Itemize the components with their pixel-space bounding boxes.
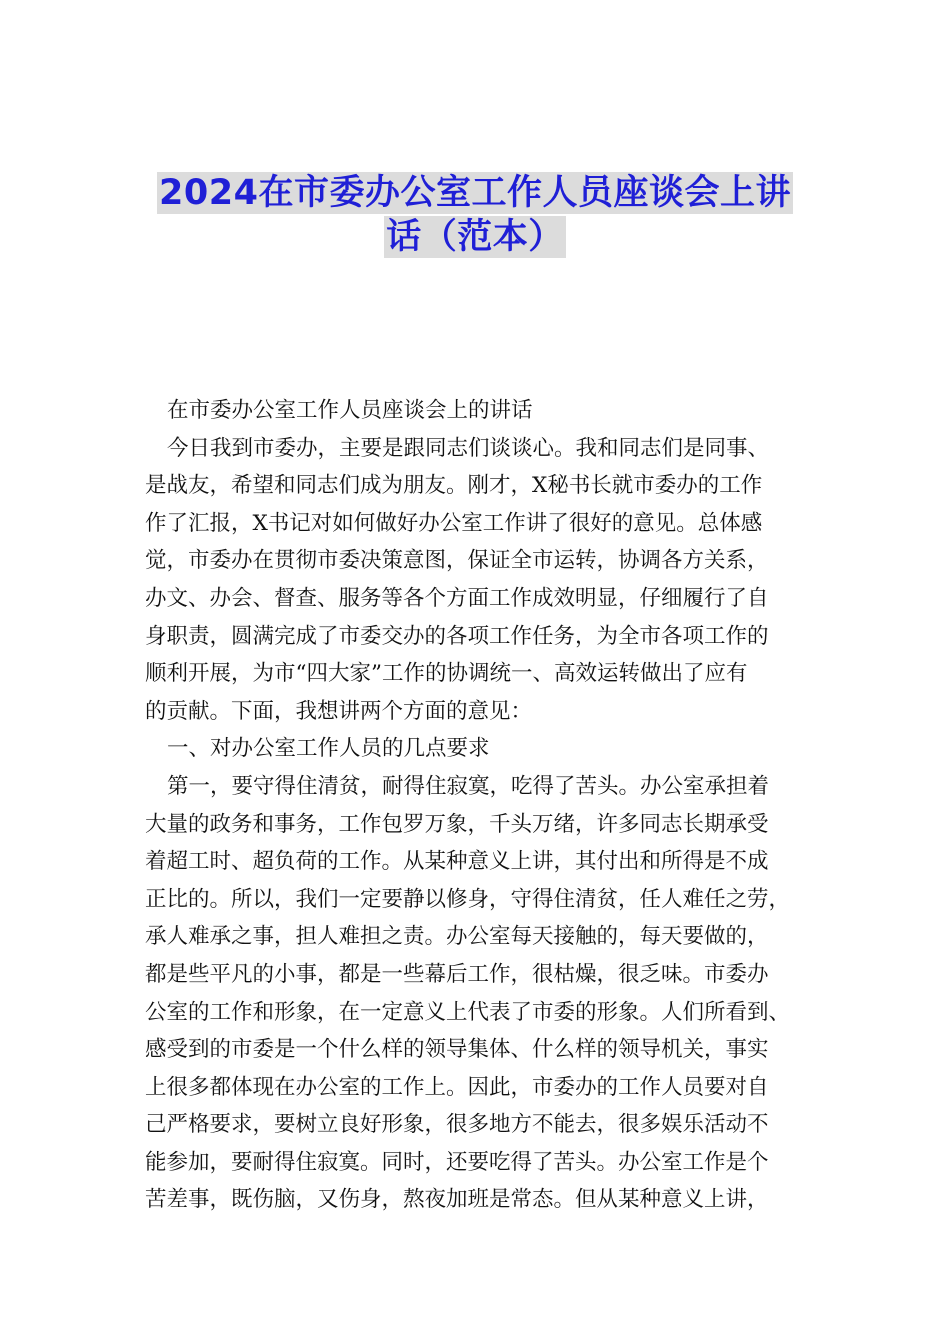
paragraph-line: 己严格要求，要树立良好形象，很多地方不能去，很多娱乐活动不 [145,1112,769,1138]
paragraph-line: 顺利开展，为市“四大家”工作的协调统一、高效运转做出了应有 [145,661,748,687]
paragraph-line: 都是些平凡的小事，都是一些幕后工作，很枯燥，很乏味。市委办 [145,961,769,987]
paragraph-line: 觉，市委办在贯彻市委决策意图，保证全市运转，协调各方关系， [145,548,769,574]
paragraph-line: 身职责，圆满完成了市委交办的各项工作任务，为全市各项工作的 [145,623,769,649]
paragraph-line: 能参加，要耐得住寂寞。同时，还要吃得了苦头。办公室工作是个 [145,1149,769,1175]
title-line-2: 话（范本） [386,217,564,257]
paragraph-line: 第一，要守得住清贫，耐得住寂寞，吃得了苦头。办公室承担着 [167,773,770,799]
paragraph-line: 的贡献。下面，我想讲两个方面的意见： [145,698,533,724]
paragraph-line: 着超工时、超负荷的工作。从某种意义上讲，其付出和所得是不成 [145,849,769,875]
paragraph-line: 感受到的市委是一个什么样的领导集体、什么样的领导机关，事实 [145,1037,769,1063]
paragraph-line: 上很多都体现在办公室的工作上。因此，市委办的工作人员要对自 [145,1074,769,1100]
document-body [145,392,815,1219]
paragraph-line: 承人难承之事，担人难担之责。办公室每天接触的，每天要做的， [145,924,769,950]
title-line-1: 2024在市委办公室工作人员座谈会上讲 [159,173,791,213]
section-heading: 一、对办公室工作人员的几点要求 [167,736,490,762]
paragraph-line: 公室的工作和形象，在一定意义上代表了市委的形象。人们所看到、 [145,999,791,1025]
paragraph-line: 苦差事，既伤脑，又伤身，熬夜加班是常态。但从某种意义上讲， [145,1187,769,1213]
paragraph-line: 大量的政务和事务，工作包罗万象，千头万绪，许多同志长期承受 [145,811,769,837]
speech-heading: 在市委办公室工作人员座谈会上的讲话 [167,398,533,423]
paragraph-line: 正比的。所以，我们一定要静以修身，守得住清贫，任人难任之劳， [145,886,791,912]
paragraph-line: 作了汇报，X书记对如何做好办公室工作讲了很好的意见。总体感 [145,510,763,536]
document-title [0,172,950,258]
paragraph-line: 是战友，希望和同志们成为朋友。刚才，X秘书长就市委办的工作 [145,473,763,499]
paragraph-line: 今日我到市委办，主要是跟同志们谈谈心。我和同志们是同事、 [167,435,770,461]
paragraph-line: 办文、办会、督查、服务等各个方面工作成效明显，仔细履行了自 [145,585,769,611]
